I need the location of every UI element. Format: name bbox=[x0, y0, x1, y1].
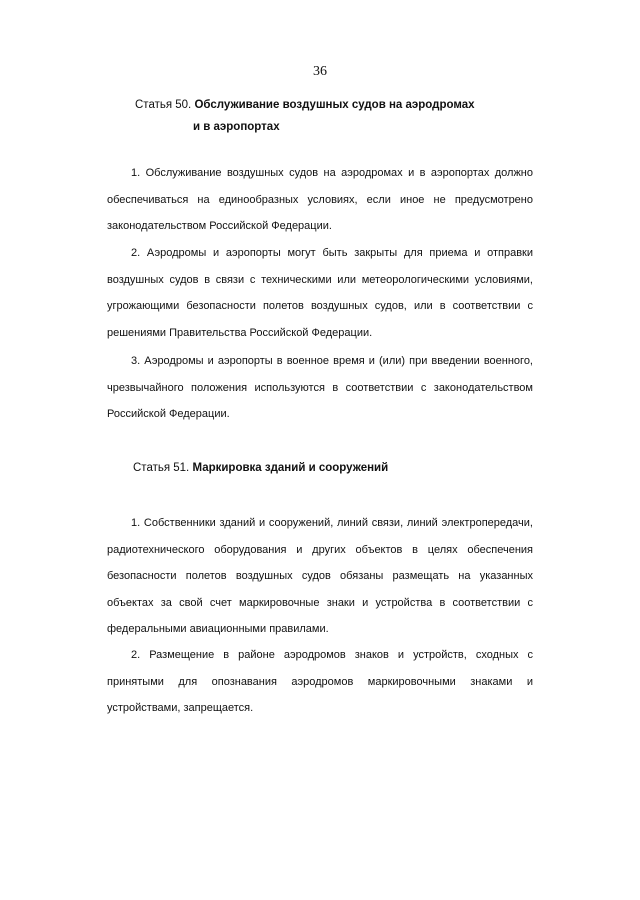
article-50-heading bbox=[135, 94, 555, 138]
article-51-number: Статья 51. bbox=[133, 462, 190, 474]
article-50-title-line1: Обслуживание воздушных судов на аэродромах bbox=[194, 99, 475, 111]
article-50-number: Статья 50. bbox=[135, 99, 192, 111]
article-50-title-line2: и в аэропортах bbox=[193, 121, 280, 133]
article-50-paragraph-3: 3. Аэродромы и аэропорты в военное время и (или) при введении военного, чрезвычайного положения используются в соответствии с законодательством Российской Федерации. bbox=[107, 355, 533, 420]
article-50-paragraph-2: 2. Аэродромы и аэропорты могут быть закрыты для приема и отправки воздушных судов в связи с техническими или метеорологическими условиями, угрожающими безопасности полетов воздушных судов, или в соответствии с решениями Правительства Российской Федерации. bbox=[107, 247, 533, 339]
article-51-title: Маркировка зданий и сооружений bbox=[192, 462, 389, 474]
article-51-paragraph-2: 2. Размещение в районе аэродромов знаков и устройств, сходных с принятыми для опознавания аэродромов маркировочными знаками и устройствами, запрещается. bbox=[107, 649, 533, 714]
article-50-paragraph-1: 1. Обслуживание воздушных судов на аэродромах и в аэропортах должно обеспечиваться на единообразных условиях, если иное не предусмотрено законодательством Российской Федерации. bbox=[107, 167, 533, 232]
article-51-heading bbox=[133, 457, 553, 479]
page-number: 36 bbox=[313, 64, 327, 79]
article-51-paragraph-1: 1. Собственники зданий и сооружений, линий связи, линий электропередачи, радиотехнического оборудования и других объектов в целях обеспечения безопасности полетов воздушных судов обязаны размещать на указанных объектах за свой счет маркировочные знаки и устройства в соответствии с федеральными авиационными правилами. bbox=[107, 517, 533, 635]
